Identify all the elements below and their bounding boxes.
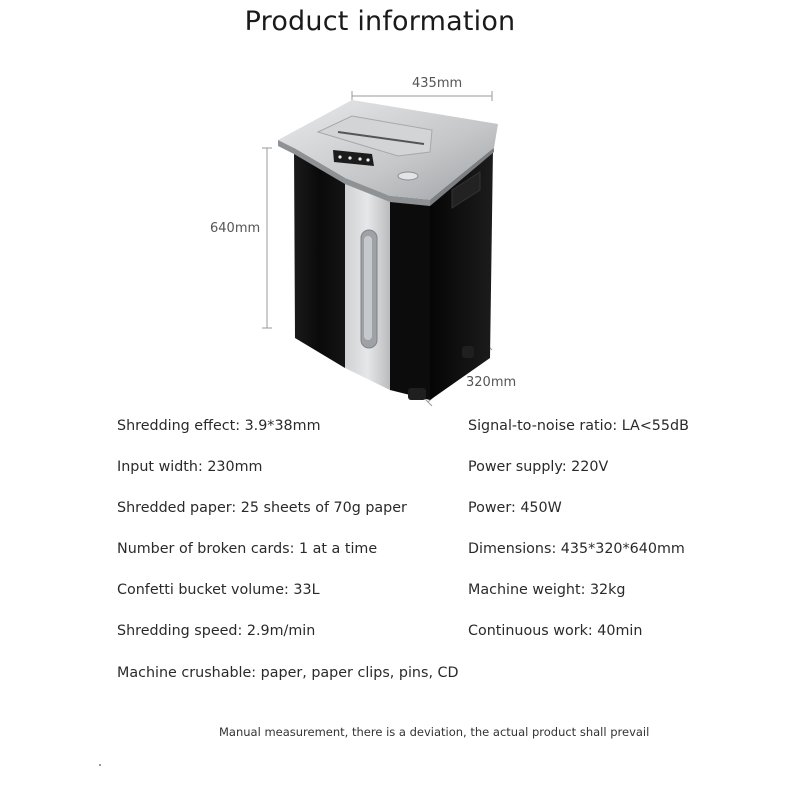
height-dimension-label: 640mm	[210, 221, 261, 236]
spec-shredding-speed: Shredding speed: 2.9m/min	[117, 623, 316, 639]
spec-machine-weight: Machine weight: 32kg	[468, 582, 626, 598]
spec-crushable: Machine crushable: paper, paper clips, pins, CD	[117, 665, 459, 681]
measurement-disclaimer: Manual measurement, there is a deviation, the actual product shall prevail	[219, 725, 650, 739]
stray-dot	[99, 764, 101, 766]
spec-bucket-volume: Confetti bucket volume: 33L	[117, 582, 320, 598]
width-dimension-label: 435mm	[412, 76, 463, 91]
spec-broken-cards: Number of broken cards: 1 at a time	[117, 541, 378, 557]
spec-input-width: Input width: 230mm	[117, 459, 263, 475]
spec-dimensions: Dimensions: 435*320*640mm	[468, 541, 685, 557]
spec-shredded-paper: Shredded paper: 25 sheets of 70g paper	[117, 500, 407, 516]
spec-power-supply: Power supply: 220V	[468, 459, 609, 475]
spec-noise-ratio: Signal-to-noise ratio: LA<55dB	[468, 418, 689, 434]
spec-power: Power: 450W	[468, 500, 562, 516]
page-title: Product information	[244, 6, 516, 37]
spec-continuous-work: Continuous work: 40min	[468, 623, 643, 639]
spec-shredding-effect: Shredding effect: 3.9*38mm	[117, 418, 321, 434]
depth-dimension-label: 320mm	[466, 375, 517, 390]
